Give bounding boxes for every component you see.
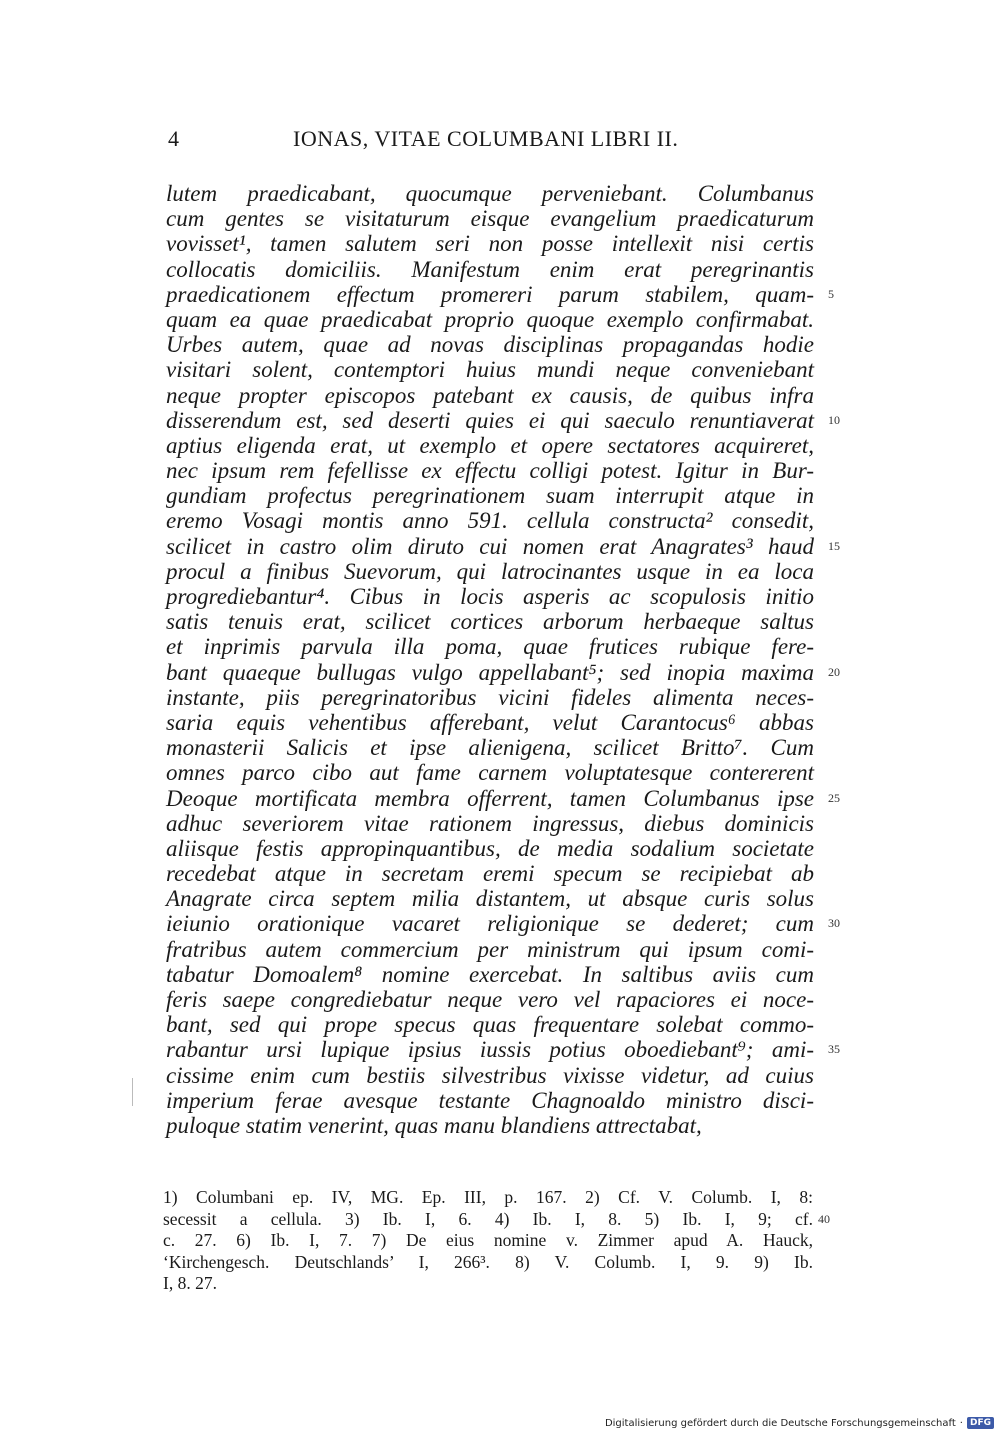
text-line-content: monasterii Salicis et ipse alienigena, scilicet Britto⁷. Cum	[166, 735, 814, 761]
text-line	[166, 785, 840, 811]
text-line	[166, 483, 814, 508]
line-number: 25	[828, 790, 840, 805]
text-line	[166, 735, 814, 760]
text-line	[166, 231, 814, 256]
text-line-content: bant quaeque bullugas vulgo appellabant⁵; sed inopia maxima	[166, 659, 814, 685]
footnote-line	[163, 1273, 813, 1295]
footnote-line-content: c. 27. 6) Ib. I, 7. 7) De eius nomine v. Zimmer apud A. Hauck,	[163, 1230, 813, 1250]
text-line-content: Urbes autem, quae ad novas disciplinas propagandas hodie	[166, 332, 814, 358]
digitization-credit: Digitalisierung gefördert durch die Deutsche Forschungsgemeinschaft · DFG	[605, 1417, 994, 1429]
text-line-content: praedicationem effectum promereri parum stabilem, quam-	[166, 281, 814, 307]
text-line	[166, 1037, 840, 1063]
line-number: 40	[818, 1211, 830, 1226]
line-number: 30	[828, 916, 840, 931]
line-number: 5	[828, 286, 834, 301]
text-line-content: tabatur Domoalem⁸ nomine exercebat. In saltibus aviis cum	[166, 961, 814, 987]
text-line-content: Deoque mortificata membra offerrent, tamen Columbanus ipse	[166, 785, 814, 811]
text-line-content: ieiunio orationique vacaret religionique se dederet; cum	[166, 911, 814, 937]
text-line-content: cissime enim cum bestiis silvestribus vixisse videtur, ad cuius	[166, 1062, 814, 1088]
line-number: 35	[828, 1042, 840, 1057]
text-line	[166, 533, 840, 559]
text-line-content: fratribus autem commercium per ministrum qui ipsum comi-	[166, 936, 814, 962]
text-line	[166, 1113, 814, 1138]
text-line	[166, 811, 814, 836]
page-number: 4	[168, 126, 179, 151]
text-line-content: satis tenuis erat, scilicet cortices arborum herbaeque saltus	[166, 609, 814, 635]
text-line-content: lutem praedicabant, quocumque perveniebant. Columbanus	[166, 181, 814, 206]
footnote-line-content: I, 8. 27.	[163, 1273, 217, 1293]
text-line-content: disserendum est, sed deserti quies ei qui saeculo renuntiaverat	[166, 407, 814, 433]
footnote-line-content: 1) Columbani ep. IV, MG. Ep. III, p. 167. 2) Cf. V. Columb. I, 8:	[163, 1187, 813, 1207]
text-line-content: quam ea quae praedicabat proprio quoque exemplo confirmabat.	[166, 306, 814, 332]
text-line-content: vovisset¹, tamen salutem seri non posse intellexit nisi certis	[166, 231, 814, 257]
text-line	[166, 886, 814, 911]
text-line-content: bant, sed qui prope specus quas frequentare solebat commo-	[166, 1012, 814, 1038]
text-line-content: visitari solent, contemptori huius mundi neque conveniebant	[166, 357, 814, 383]
text-line	[166, 257, 814, 282]
text-line	[166, 383, 814, 408]
line-number: 10	[828, 412, 840, 427]
text-line-content: scilicet in castro olim diruto cui nomen erat Anagrates³ haud	[166, 533, 814, 559]
text-line-content: gundiam profectus peregrinationem suam interrupit atque in	[166, 483, 814, 509]
main-text-block	[166, 181, 840, 1138]
text-line	[166, 685, 814, 710]
line-number: 15	[828, 538, 840, 553]
text-line	[166, 937, 814, 962]
text-line	[166, 634, 814, 659]
text-line	[166, 458, 814, 483]
margin-mark	[132, 1078, 133, 1106]
text-line-content: Anagrate circa septem milia distantem, ut absque curis solus	[166, 886, 814, 912]
text-line	[166, 710, 814, 735]
text-line	[166, 407, 840, 433]
line-number: 20	[828, 664, 840, 679]
footnotes-block	[163, 1187, 830, 1295]
text-line-content: neque propter episcopos patebant ex causis, de quibus infra	[166, 382, 814, 408]
text-line	[166, 836, 814, 861]
text-line	[166, 861, 814, 886]
text-line-content: cum gentes se visitaturum eisque evangelium praedicaturum	[166, 206, 814, 232]
text-line-content: aliisque festis appropinquantibus, de media sodalium societate	[166, 835, 814, 861]
text-line	[166, 987, 814, 1012]
text-line	[166, 181, 814, 206]
text-line	[166, 1088, 814, 1113]
text-line	[166, 962, 814, 987]
text-line	[166, 584, 814, 609]
text-line-content: nec ipsum rem fefellisse ex effectu colligi potest. Igitur in Bur-	[166, 458, 814, 484]
text-line-content: progrediebantur⁴. Cibus in locis asperis ac scopulosis initio	[166, 584, 814, 609]
text-line-content: saria equis vehentibus afferebant, velut Carantocus⁶ abbas	[166, 709, 814, 735]
text-line	[166, 206, 814, 231]
running-title: IONAS, VITAE COLUMBANI LIBRI II.	[293, 126, 679, 151]
text-line-content: collocatis domiciliis. Manifestum enim erat peregrinantis	[166, 256, 814, 282]
text-line	[166, 357, 814, 382]
footnote-line	[163, 1252, 813, 1274]
page-header	[168, 126, 808, 162]
text-line	[166, 508, 814, 533]
text-line	[166, 659, 840, 685]
text-line-content: omnes parco cibo aut fame carnem voluptatesque contererent	[166, 760, 814, 786]
text-line	[166, 433, 814, 458]
text-line-content: feris saepe congrediebatur neque vero vel rapaciores ei noce-	[166, 987, 814, 1012]
text-line-content: puloque statim venerint, quas manu blandiens attrectabat,	[166, 1112, 702, 1138]
dfg-logo: DFG	[967, 1417, 994, 1429]
text-line-content: recedebat atque in secretam eremi specum se recipiebat ab	[166, 861, 814, 887]
text-line	[166, 760, 814, 785]
text-line	[166, 1063, 814, 1088]
text-line	[166, 332, 814, 357]
text-line-content: adhuc severiorem vitae rationem ingressus, diebus dominicis	[166, 810, 814, 836]
text-line-content: instante, piis peregrinatoribus vicini fideles alimenta neces-	[166, 684, 814, 710]
text-line	[166, 1012, 814, 1037]
text-line-content: procul a finibus Suevorum, qui latrocinantes usque in ea loca	[166, 558, 814, 584]
text-line-content: et inprimis parvula illa poma, quae frutices rubique fere-	[166, 634, 814, 660]
footnote-line	[163, 1208, 830, 1231]
text-line-content: imperium ferae avesque testante Chagnoaldo ministro disci-	[166, 1087, 814, 1113]
footnote-line	[163, 1230, 813, 1252]
text-line	[166, 281, 834, 307]
footnote-line	[163, 1187, 813, 1209]
text-line-content: rabantur ursi lupique ipsius iussis potius oboediebant⁹; ami-	[166, 1037, 814, 1063]
text-line	[166, 307, 814, 332]
text-line	[166, 609, 814, 634]
credit-text: Digitalisierung gefördert durch die Deutsche Forschungsgemeinschaft	[604, 1417, 956, 1429]
footnote-line-content: ‘Kirchengesch. Deutschlands’ I, 266³. 8) V. Columb. I, 9. 9) Ib.	[163, 1251, 813, 1272]
text-line	[166, 911, 840, 937]
text-line	[166, 559, 814, 584]
text-line-content: eremo Vosagi montis anno 591. cellula constructa² consedit,	[166, 508, 814, 534]
footnote-line-content: secessit a cellula. 3) Ib. I, 6. 4) Ib. I, 8. 5) Ib. I, 9; cf.	[163, 1208, 813, 1229]
text-line-content: aptius eligenda erat, ut exemplo et opere sectatores acquireret,	[166, 432, 814, 458]
